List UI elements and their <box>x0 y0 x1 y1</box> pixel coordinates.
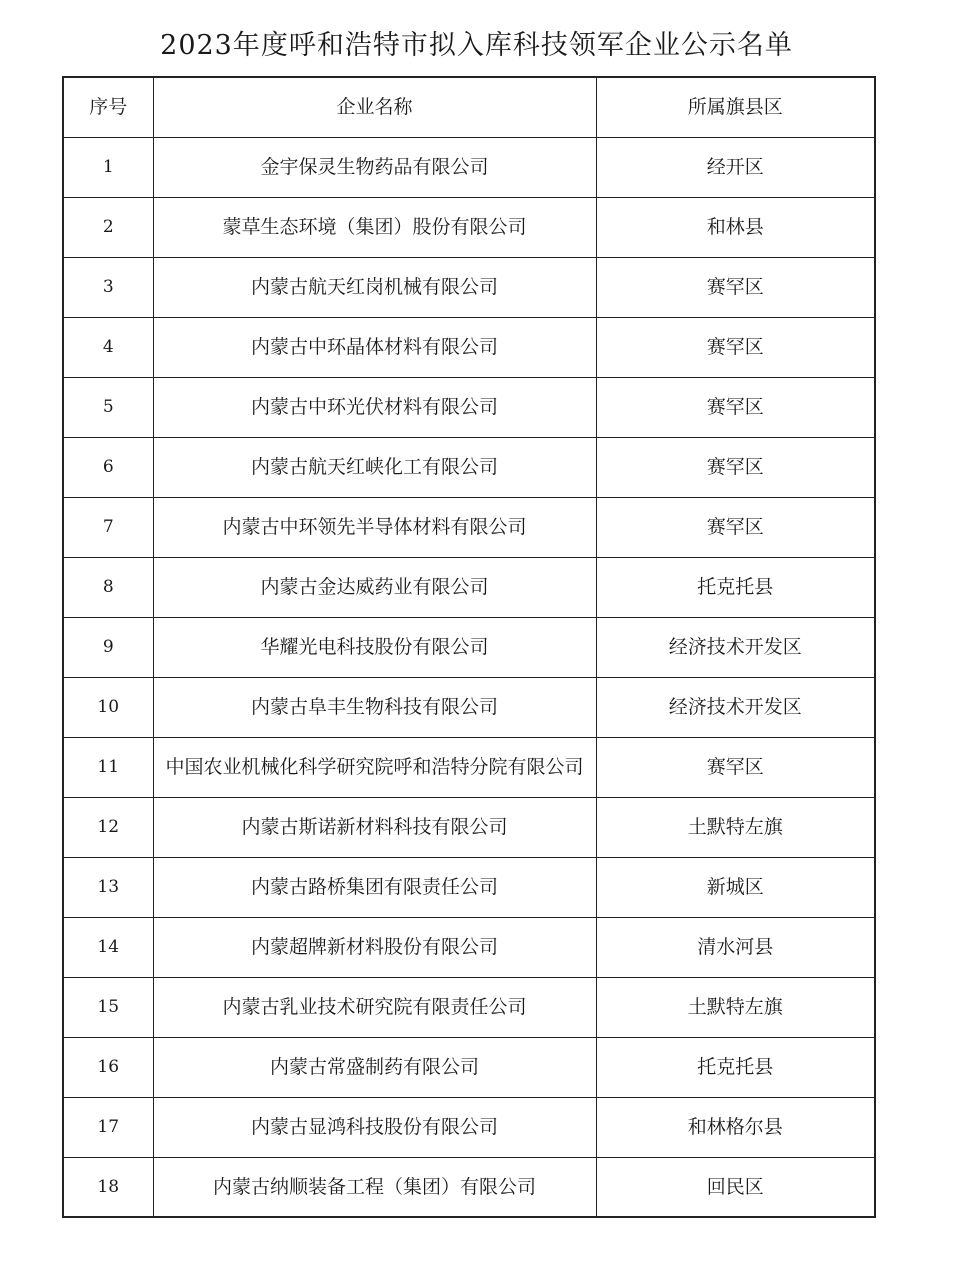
row-district: 经开区 <box>596 137 875 197</box>
table-row <box>63 257 875 317</box>
row-serial-number: 14 <box>63 917 153 977</box>
table-row <box>63 857 875 917</box>
table-row <box>63 1037 875 1097</box>
row-enterprise-name: 内蒙古纳顺装备工程（集团）有限公司 <box>153 1157 596 1217</box>
row-enterprise-name: 内蒙古中环晶体材料有限公司 <box>153 317 596 377</box>
row-district: 和林县 <box>596 197 875 257</box>
row-district: 经济技术开发区 <box>596 677 875 737</box>
row-serial-number: 1 <box>63 137 153 197</box>
row-district: 和林格尔县 <box>596 1097 875 1157</box>
row-serial-number: 11 <box>63 737 153 797</box>
row-enterprise-name: 内蒙古常盛制药有限公司 <box>153 1037 596 1097</box>
row-enterprise-name: 中国农业机械化科学研究院呼和浩特分院有限公司 <box>153 737 596 797</box>
header-serial-number: 序号 <box>63 77 153 137</box>
table-row <box>63 1097 875 1157</box>
row-district: 新城区 <box>596 857 875 917</box>
table-row <box>63 377 875 437</box>
row-district: 回民区 <box>596 1157 875 1217</box>
enterprise-table <box>62 76 876 1218</box>
row-enterprise-name: 内蒙古路桥集团有限责任公司 <box>153 857 596 917</box>
row-district: 土默特左旗 <box>596 977 875 1037</box>
table-row <box>63 677 875 737</box>
table-row <box>63 617 875 677</box>
table-row <box>63 797 875 857</box>
row-serial-number: 8 <box>63 557 153 617</box>
row-serial-number: 2 <box>63 197 153 257</box>
row-serial-number: 12 <box>63 797 153 857</box>
table-row <box>63 437 875 497</box>
table-row <box>63 197 875 257</box>
row-enterprise-name: 内蒙古斯诺新材料科技有限公司 <box>153 797 596 857</box>
row-enterprise-name: 蒙草生态环境（集团）股份有限公司 <box>153 197 596 257</box>
row-district: 赛罕区 <box>596 317 875 377</box>
row-enterprise-name: 内蒙古航天红岗机械有限公司 <box>153 257 596 317</box>
row-enterprise-name: 内蒙古航天红峡化工有限公司 <box>153 437 596 497</box>
row-serial-number: 18 <box>63 1157 153 1217</box>
row-enterprise-name: 华耀光电科技股份有限公司 <box>153 617 596 677</box>
row-serial-number: 5 <box>63 377 153 437</box>
row-enterprise-name: 内蒙古金达威药业有限公司 <box>153 557 596 617</box>
row-serial-number: 10 <box>63 677 153 737</box>
table-header-row <box>63 77 875 137</box>
table-row <box>63 977 875 1037</box>
row-district: 赛罕区 <box>596 377 875 437</box>
row-district: 托克托县 <box>596 557 875 617</box>
row-district: 赛罕区 <box>596 257 875 317</box>
table-row <box>63 737 875 797</box>
row-serial-number: 15 <box>63 977 153 1037</box>
table-row <box>63 917 875 977</box>
row-serial-number: 3 <box>63 257 153 317</box>
row-enterprise-name: 内蒙古中环领先半导体材料有限公司 <box>153 497 596 557</box>
row-district: 经济技术开发区 <box>596 617 875 677</box>
row-district: 赛罕区 <box>596 437 875 497</box>
row-serial-number: 6 <box>63 437 153 497</box>
enterprise-table-container <box>62 76 876 1218</box>
table-row <box>63 137 875 197</box>
row-enterprise-name: 内蒙古显鸿科技股份有限公司 <box>153 1097 596 1157</box>
table-body <box>63 137 875 1217</box>
row-enterprise-name: 金宇保灵生物药品有限公司 <box>153 137 596 197</box>
row-serial-number: 4 <box>63 317 153 377</box>
table-row <box>63 317 875 377</box>
table-row <box>63 497 875 557</box>
row-enterprise-name: 内蒙古阜丰生物科技有限公司 <box>153 677 596 737</box>
row-serial-number: 7 <box>63 497 153 557</box>
row-serial-number: 16 <box>63 1037 153 1097</box>
row-serial-number: 13 <box>63 857 153 917</box>
row-serial-number: 9 <box>63 617 153 677</box>
table-row <box>63 1157 875 1217</box>
page-title: 2023年度呼和浩特市拟入库科技领军企业公示名单 <box>160 30 793 61</box>
row-district: 赛罕区 <box>596 737 875 797</box>
header-district: 所属旗县区 <box>596 77 875 137</box>
table-row <box>63 557 875 617</box>
row-district: 清水河县 <box>596 917 875 977</box>
header-enterprise-name: 企业名称 <box>153 77 596 137</box>
row-district: 赛罕区 <box>596 497 875 557</box>
row-enterprise-name: 内蒙古乳业技术研究院有限责任公司 <box>153 977 596 1037</box>
row-district: 土默特左旗 <box>596 797 875 857</box>
row-enterprise-name: 内蒙超牌新材料股份有限公司 <box>153 917 596 977</box>
row-serial-number: 17 <box>63 1097 153 1157</box>
row-enterprise-name: 内蒙古中环光伏材料有限公司 <box>153 377 596 437</box>
row-district: 托克托县 <box>596 1037 875 1097</box>
